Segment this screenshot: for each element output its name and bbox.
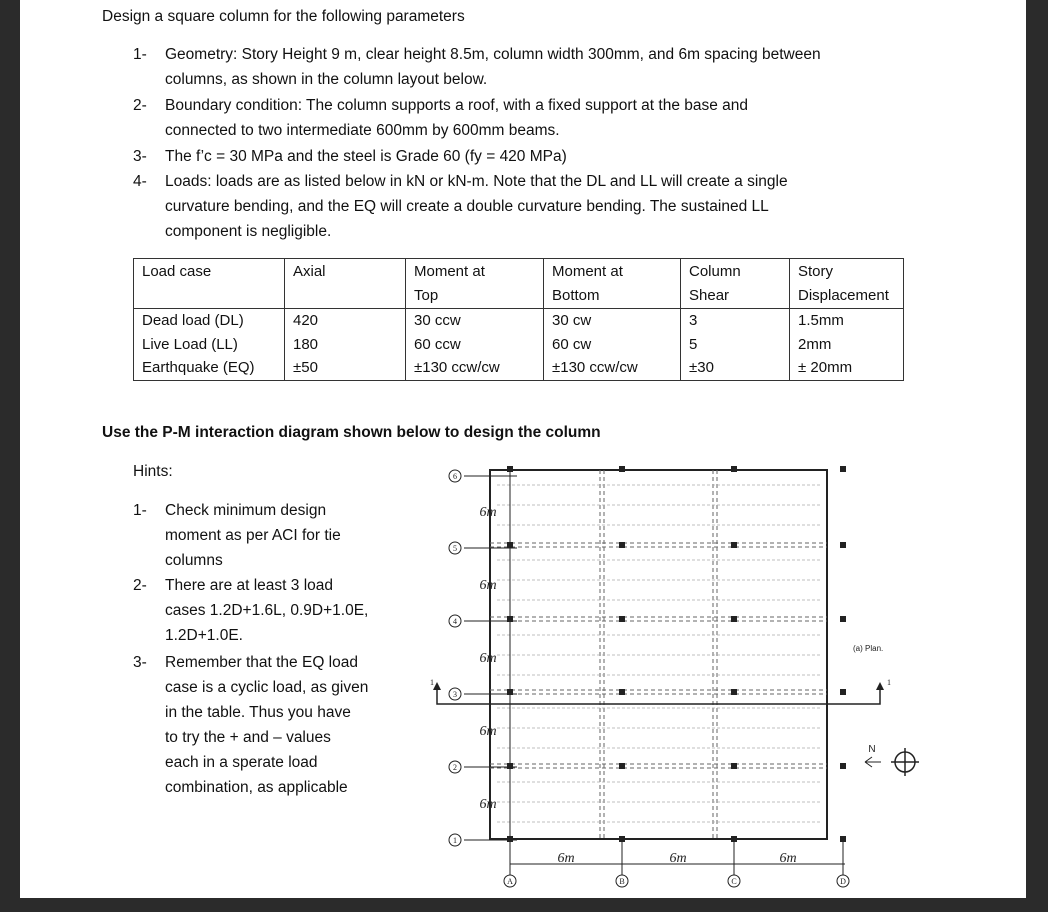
hints-title: Hints: [133,463,173,480]
north-compass-icon [891,748,919,776]
table-header-cell: Load case [134,259,285,309]
table-header-cell: Moment at Top [406,259,544,309]
table-cell: ± 20mm [790,356,904,380]
row-label: 5 [453,544,457,553]
row-label: 6 [453,472,457,481]
spacing-label: 6m [479,505,497,520]
param-number: 2- [133,97,147,114]
hint-line: Remember that the EQ load [165,654,358,671]
column-layout-plan [425,460,925,890]
table-cell: 180 [285,333,406,357]
spacing-label: 6m [779,851,797,866]
row-label: 1 [453,836,457,845]
hint-line: in the table. Thus you have [165,704,351,721]
table-cell: ±130 ccw/cw [406,356,544,380]
table-cell: 30 cw [544,309,681,333]
section-mark: 1 [887,678,891,687]
table-cell: 30 ccw [406,309,544,333]
section-cut-line [437,686,880,704]
table-cell: Earthquake (EQ) [134,356,285,380]
row-label: 3 [453,690,457,699]
spacing-label: 6m [479,651,497,666]
loads-table [133,258,904,381]
hint-line: 1.2D+1.0E. [165,627,243,644]
table-cell: ±30 [681,356,790,380]
hint-line: combination, as applicable [165,779,348,796]
column-label: B [619,877,625,886]
table-row [134,356,904,380]
param-line: Geometry: Story Height 9 m, clear height 8.5m, column width 300mm, and 6m spacing between [165,46,821,63]
table-header-row [134,259,904,309]
hint-line: each in a sperate load [165,754,318,771]
north-arrow-icon [865,757,881,767]
row-label: 4 [453,617,457,626]
table-cell: 1.5mm [790,309,904,333]
table-cell: 3 [681,309,790,333]
param-line: Loads: loads are as listed below in kN or kN-m. Note that the DL and LL will create a single [165,173,788,190]
spacing-label: 6m [479,797,497,812]
hint-line: columns [165,552,223,569]
hint-line: moment as per ACI for tie [165,527,341,544]
hint-line: Check minimum design [165,502,327,519]
hint-line: case is a cyclic load, as given [165,679,369,696]
column-label: A [507,877,513,886]
param-number: 3- [133,148,147,165]
hint-line: to try the + and – values [165,729,331,746]
table-cell: Live Load (LL) [134,333,285,357]
spacing-label: 6m [479,578,497,593]
table-cell: Dead load (DL) [134,309,285,333]
table-cell: 60 ccw [406,333,544,357]
table-header-cell: Column Shear [681,259,790,309]
hint-number: 3- [133,654,147,671]
plan-columns [507,466,846,842]
plan-joists [497,485,820,822]
hint-number: 1- [133,502,147,519]
hint-line: There are at least 3 load [165,577,334,594]
param-line: curvature bending, and the EQ will create a double curvature bending. The sustained LL [165,198,769,215]
spacing-label: 6m [669,851,687,866]
table-header-cell: Story Displacement [790,259,904,309]
table-cell: 420 [285,309,406,333]
table-row [134,309,904,333]
param-number: 1- [133,46,147,63]
param-number: 4- [133,173,147,190]
spacing-label: 6m [479,724,497,739]
spacing-label: 6m [557,851,575,866]
param-line: component is negligible. [165,223,332,240]
table-row [134,333,904,357]
section-arrow-icon [433,682,441,690]
section-mark: 1 [430,678,434,687]
page-title: Design a square column for the following parameters [102,8,465,25]
plan-caption: (a) Plan. [853,644,884,653]
table-header-cell: Axial [285,259,406,309]
param-line: The f’c = 30 MPa and the steel is Grade 60 (fy = 420 MPa) [165,148,567,165]
hint-number: 2- [133,577,147,594]
param-line: columns, as shown in the column layout below. [165,71,488,88]
instruction-heading: Use the P-M interaction diagram shown below to design the column [102,424,601,441]
hint-line: cases 1.2D+1.6L, 0.9D+1.0E, [165,602,369,619]
table-cell: 2mm [790,333,904,357]
param-line: Boundary condition: The column supports a roof, with a fixed support at the base and [165,97,749,114]
table-cell: ±130 ccw/cw [544,356,681,380]
column-label: D [840,877,846,886]
document-page [20,0,1026,898]
table-cell: 60 cw [544,333,681,357]
table-header-cell: Moment at Bottom [544,259,681,309]
north-label: N [868,744,876,755]
param-line: connected to two intermediate 600mm by 600mm beams. [165,122,560,139]
row-label: 2 [453,763,457,772]
table-cell: 5 [681,333,790,357]
section-arrow-icon [876,682,884,690]
column-label: C [731,877,737,886]
table-cell: ±50 [285,356,406,380]
